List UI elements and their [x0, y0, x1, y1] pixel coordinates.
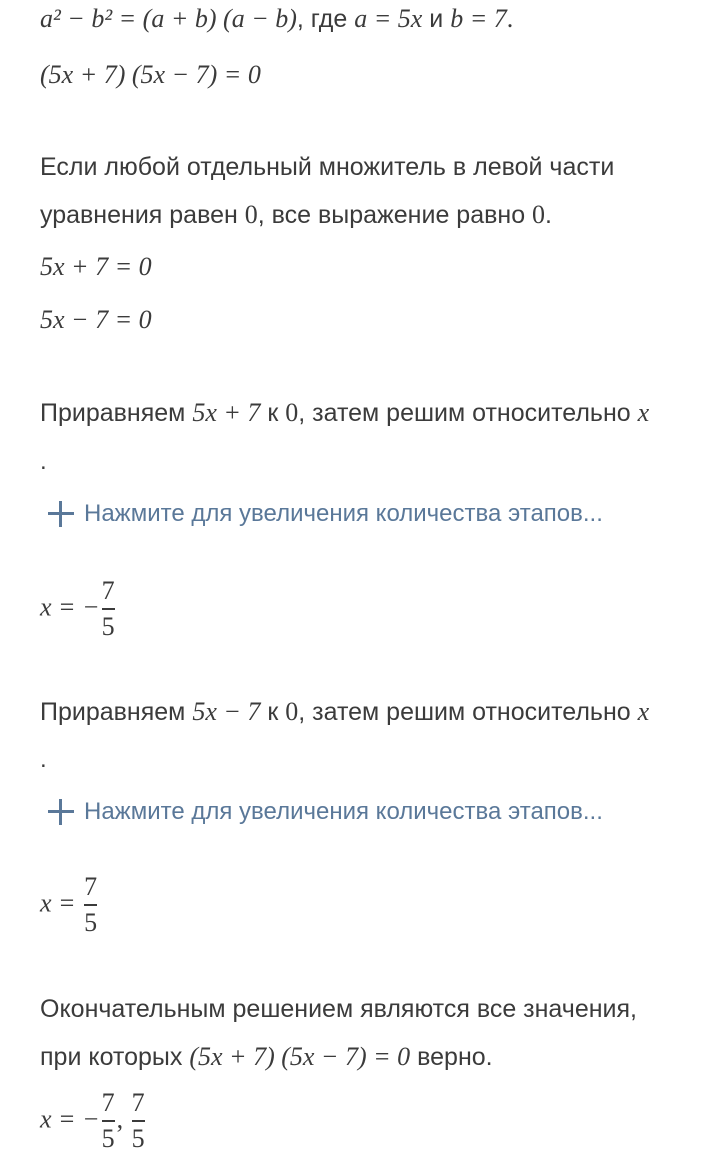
final-solution-text-line1 — [40, 994, 637, 1024]
result-positive — [40, 872, 99, 938]
variable-x: x — [637, 697, 650, 726]
fraction-bar — [132, 1120, 145, 1122]
fraction-bar — [102, 608, 115, 610]
solve-text-1: Приравняем — [40, 399, 193, 427]
solve-text-2: к — [260, 698, 286, 726]
a-definition: a = 5x — [354, 4, 423, 33]
numerator: 7 — [101, 576, 115, 605]
numerator: 7 — [84, 872, 98, 901]
period: . — [506, 4, 514, 33]
equation-plus-math: 5x + 7 = 0 — [40, 252, 152, 281]
expand-steps-button-2[interactable] — [48, 798, 603, 826]
difference-of-squares-formula: a² − b² = (a + b) (a − b) — [40, 4, 297, 33]
denominator: 5 — [101, 1124, 115, 1153]
solve-text-3: , затем решим относительно — [298, 698, 638, 726]
comma: , — [116, 1104, 130, 1134]
equation-minus-math: 5x − 7 = 0 — [40, 305, 152, 334]
expand-steps-button-1[interactable] — [48, 500, 603, 528]
solve-text-1: Приравняем — [40, 698, 193, 726]
numerator: 7 — [131, 1088, 145, 1117]
fraction — [84, 872, 97, 938]
zero-product-text3: , все выражение равно — [257, 201, 533, 229]
denominator: 5 — [131, 1124, 145, 1153]
zero-product-text-line2 — [40, 200, 552, 230]
zero-product-text-line1 — [40, 152, 614, 182]
result-lhs: x = − — [40, 592, 100, 622]
final-solution-text-line2 — [40, 1042, 493, 1072]
final-answer — [40, 1088, 147, 1154]
plus-icon — [48, 799, 74, 825]
denominator: 5 — [101, 612, 115, 641]
zero-product-text: Если любой отдельный множитель в левой части — [40, 153, 615, 181]
final-solution-text-3: верно. — [410, 1043, 493, 1071]
numerator: 7 — [101, 1088, 115, 1117]
solve-minus-text — [40, 697, 649, 727]
b-definition: b = 7 — [450, 4, 507, 33]
and-text: и — [422, 5, 451, 33]
factored-equation-math: (5x + 7) (5x − 7) = 0 — [40, 60, 261, 89]
zero-value: 0 — [244, 200, 258, 229]
expand-steps-label: Нажмите для увеличения количества этапов... — [84, 798, 603, 825]
fraction-bar — [102, 1120, 115, 1122]
fraction-bar — [84, 904, 97, 906]
expression-minus: 5x − 7 — [192, 697, 261, 726]
plus-icon — [48, 501, 74, 527]
trailing-dot: . — [40, 448, 47, 475]
fraction-2 — [132, 1088, 145, 1154]
solve-plus-text — [40, 398, 649, 428]
denominator: 5 — [84, 908, 98, 937]
where-text: , где — [296, 5, 355, 33]
solve-text-2: к — [260, 399, 286, 427]
factored-equation — [40, 60, 261, 90]
final-solution-text: Окончательным решением являются все значения, — [40, 995, 637, 1023]
variable-x: x — [637, 398, 650, 427]
expand-steps-label: Нажмите для увеличения количества этапов... — [84, 500, 603, 527]
expression-plus: 5x + 7 — [192, 398, 261, 427]
final-solution-text-2: при которых — [40, 1043, 190, 1071]
trailing-dot: . — [40, 746, 47, 773]
zero-value: 0 — [285, 398, 299, 427]
zero-value-2: 0 — [532, 200, 546, 229]
identity-line — [40, 4, 513, 34]
equation-plus — [40, 252, 152, 282]
result-negative — [40, 576, 117, 642]
period: . — [545, 201, 552, 229]
equation-minus — [40, 305, 152, 335]
fraction-1 — [102, 1088, 115, 1154]
final-lhs: x = − — [40, 1104, 100, 1134]
factored-equation-math: (5x + 7) (5x − 7) = 0 — [189, 1042, 411, 1071]
result-lhs: x = — [40, 888, 83, 918]
fraction — [102, 576, 115, 642]
zero-product-text2: уравнения равен — [40, 201, 245, 229]
solve-text-3: , затем решим относительно — [298, 399, 638, 427]
zero-value: 0 — [285, 697, 299, 726]
